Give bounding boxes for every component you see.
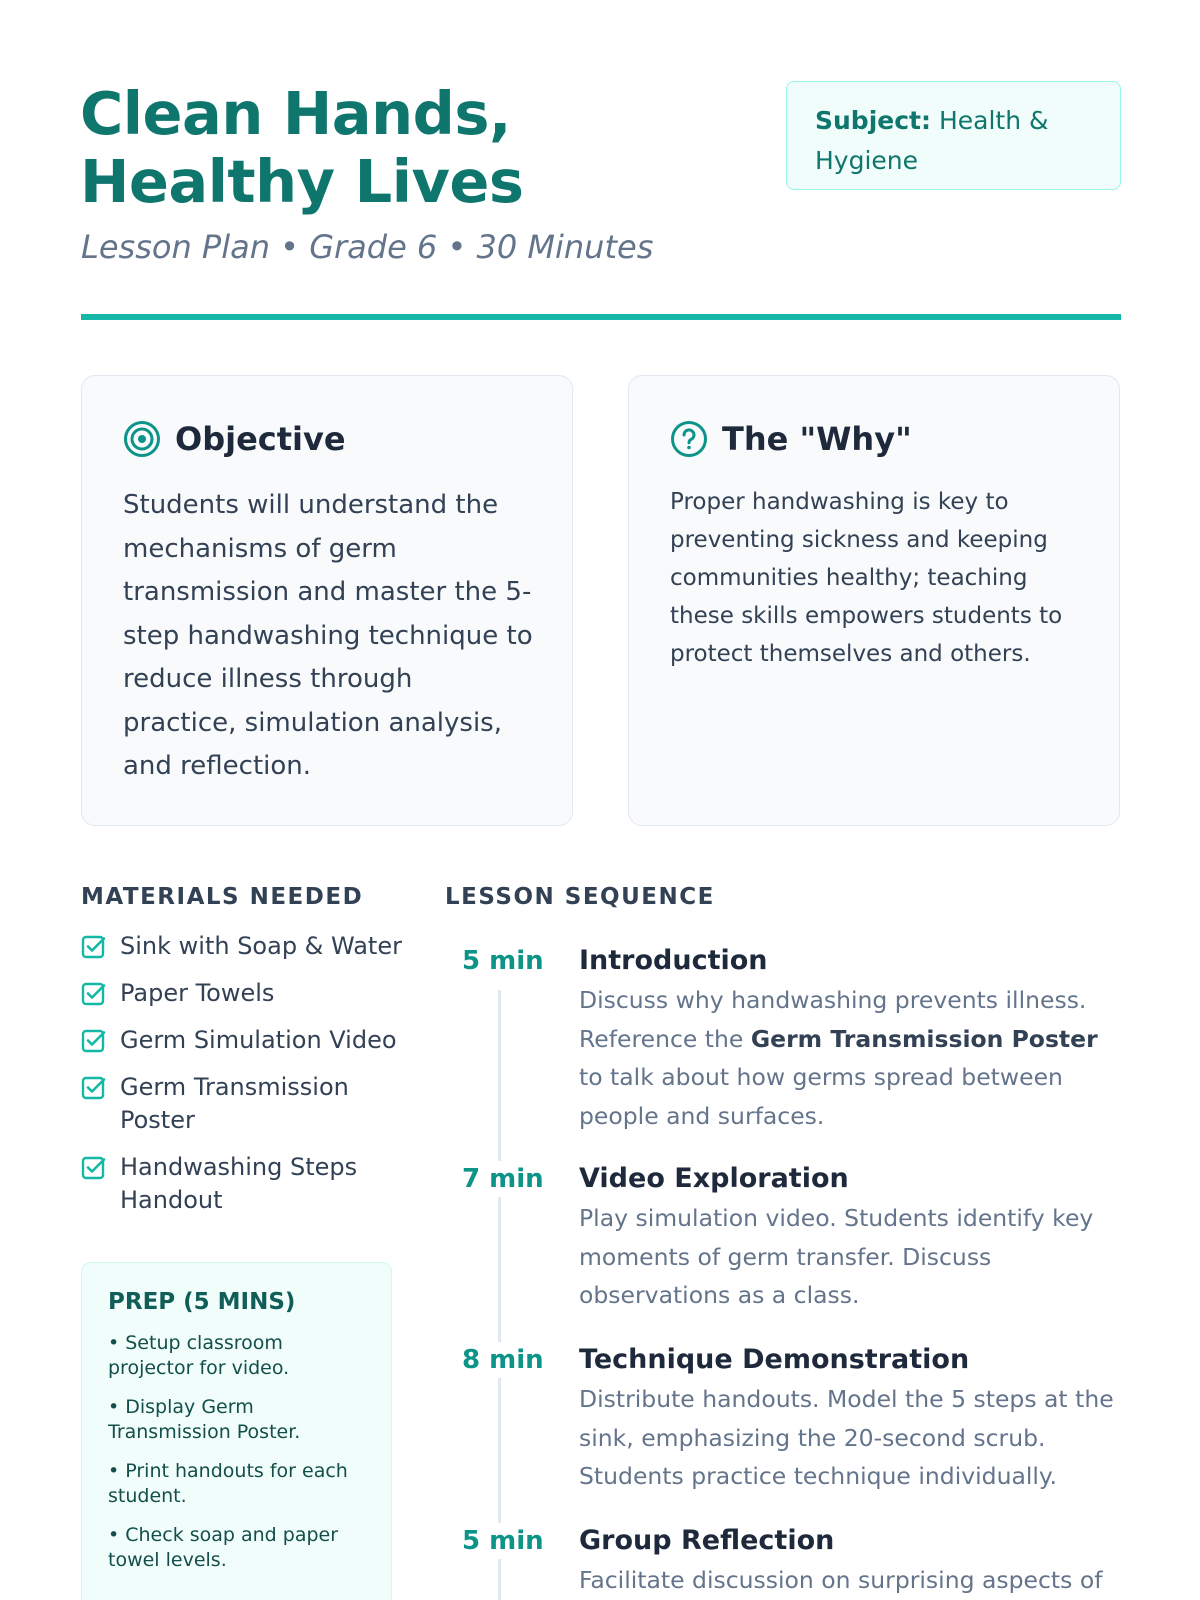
- step-title: Technique Demonstration: [579, 1344, 970, 1375]
- page-subtitle: Lesson Plan • Grade 6 • 30 Minutes: [81, 228, 654, 266]
- step-content: [579, 1523, 1124, 1600]
- objective-header: [123, 420, 346, 458]
- page-title: Clean Hands, Healthy Lives: [80, 79, 524, 216]
- list-item: [81, 930, 411, 963]
- objective-card: [81, 375, 573, 826]
- list-item: • Check soap and paper towel levels.: [108, 1524, 339, 1571]
- step-title: Video Exploration: [579, 1163, 849, 1194]
- step-description: Facilitate discussion on surprising aspects of: [579, 1566, 1103, 1594]
- sequence-heading: LESSON SEQUENCE: [445, 884, 715, 910]
- step-duration: 8 min: [462, 1342, 552, 1378]
- prep-box: [81, 1262, 392, 1600]
- list-item: [81, 977, 411, 1010]
- target-icon: [123, 420, 161, 458]
- prep-title: PREP (5 MINS): [108, 1289, 296, 1315]
- step-title: Group Reflection: [579, 1525, 835, 1556]
- checkbox-icon: [81, 1075, 107, 1101]
- list-item: • Display Germ Transmission Poster.: [108, 1396, 301, 1443]
- materials-heading: MATERIALS NEEDED: [81, 884, 364, 910]
- header-divider: [81, 314, 1121, 320]
- objective-text: Students will understand the mechanisms of germ transmission and master the 5-step handwashing technique to reduce illness through practice, simulation analysis, and reflection.: [123, 490, 533, 781]
- step-content: [579, 943, 1124, 1135]
- timeline-line: [498, 990, 501, 1600]
- list-item: [81, 1071, 411, 1137]
- step-duration: 7 min: [462, 1161, 552, 1197]
- poster-reference: Germ Transmission Poster: [750, 1024, 1098, 1053]
- list-item: • Print handouts for each student.: [108, 1460, 348, 1507]
- subject-badge: [786, 81, 1121, 190]
- subject-value: Health & Hygiene: [815, 106, 1049, 175]
- step-content: [579, 1342, 1124, 1496]
- checkbox-icon: [81, 934, 107, 960]
- step-duration: 5 min: [462, 943, 552, 979]
- step-description: Distribute handouts. Model the 5 steps at the sink, emphasizing the 20-second scrub. Students practice technique individually.: [579, 1385, 1114, 1490]
- material-label: Germ Transmission Poster: [120, 1073, 349, 1134]
- step-duration: 5 min: [462, 1523, 552, 1559]
- material-label: Handwashing Steps Handout: [120, 1153, 358, 1214]
- list-item: [81, 1024, 411, 1057]
- list-item: • Setup classroom projector for video.: [108, 1332, 290, 1379]
- material-label: Germ Simulation Video: [120, 1026, 397, 1054]
- checkbox-icon: [81, 1155, 107, 1181]
- why-header: [670, 420, 912, 458]
- why-card: [628, 375, 1120, 826]
- step-description: Play simulation video. Students identify key moments of germ transfer. Discuss observations as a class.: [579, 1204, 1094, 1309]
- question-circle-icon: [670, 420, 708, 458]
- checkbox-icon: [81, 981, 107, 1007]
- step-description: Discuss why handwashing prevents illness. Reference the Germ Transmission Poster to talk about how germs spread between people and surfaces.: [579, 986, 1098, 1130]
- why-text: Proper handwashing is key to preventing sickness and keeping communities healthy; teaching these skills empowers students to protect themselves and others.: [670, 489, 1063, 667]
- subject-label: Subject:: [815, 106, 931, 135]
- step-title: Introduction: [579, 945, 768, 976]
- list-item: [81, 1151, 411, 1217]
- step-content: [579, 1161, 1124, 1315]
- material-label: Sink with Soap & Water: [120, 932, 402, 960]
- materials-list: [81, 930, 411, 1231]
- material-label: Paper Towels: [120, 979, 275, 1007]
- prep-list: [108, 1331, 365, 1573]
- objective-title: Objective: [175, 420, 346, 458]
- checkbox-icon: [81, 1028, 107, 1054]
- why-title: The "Why": [722, 420, 912, 458]
